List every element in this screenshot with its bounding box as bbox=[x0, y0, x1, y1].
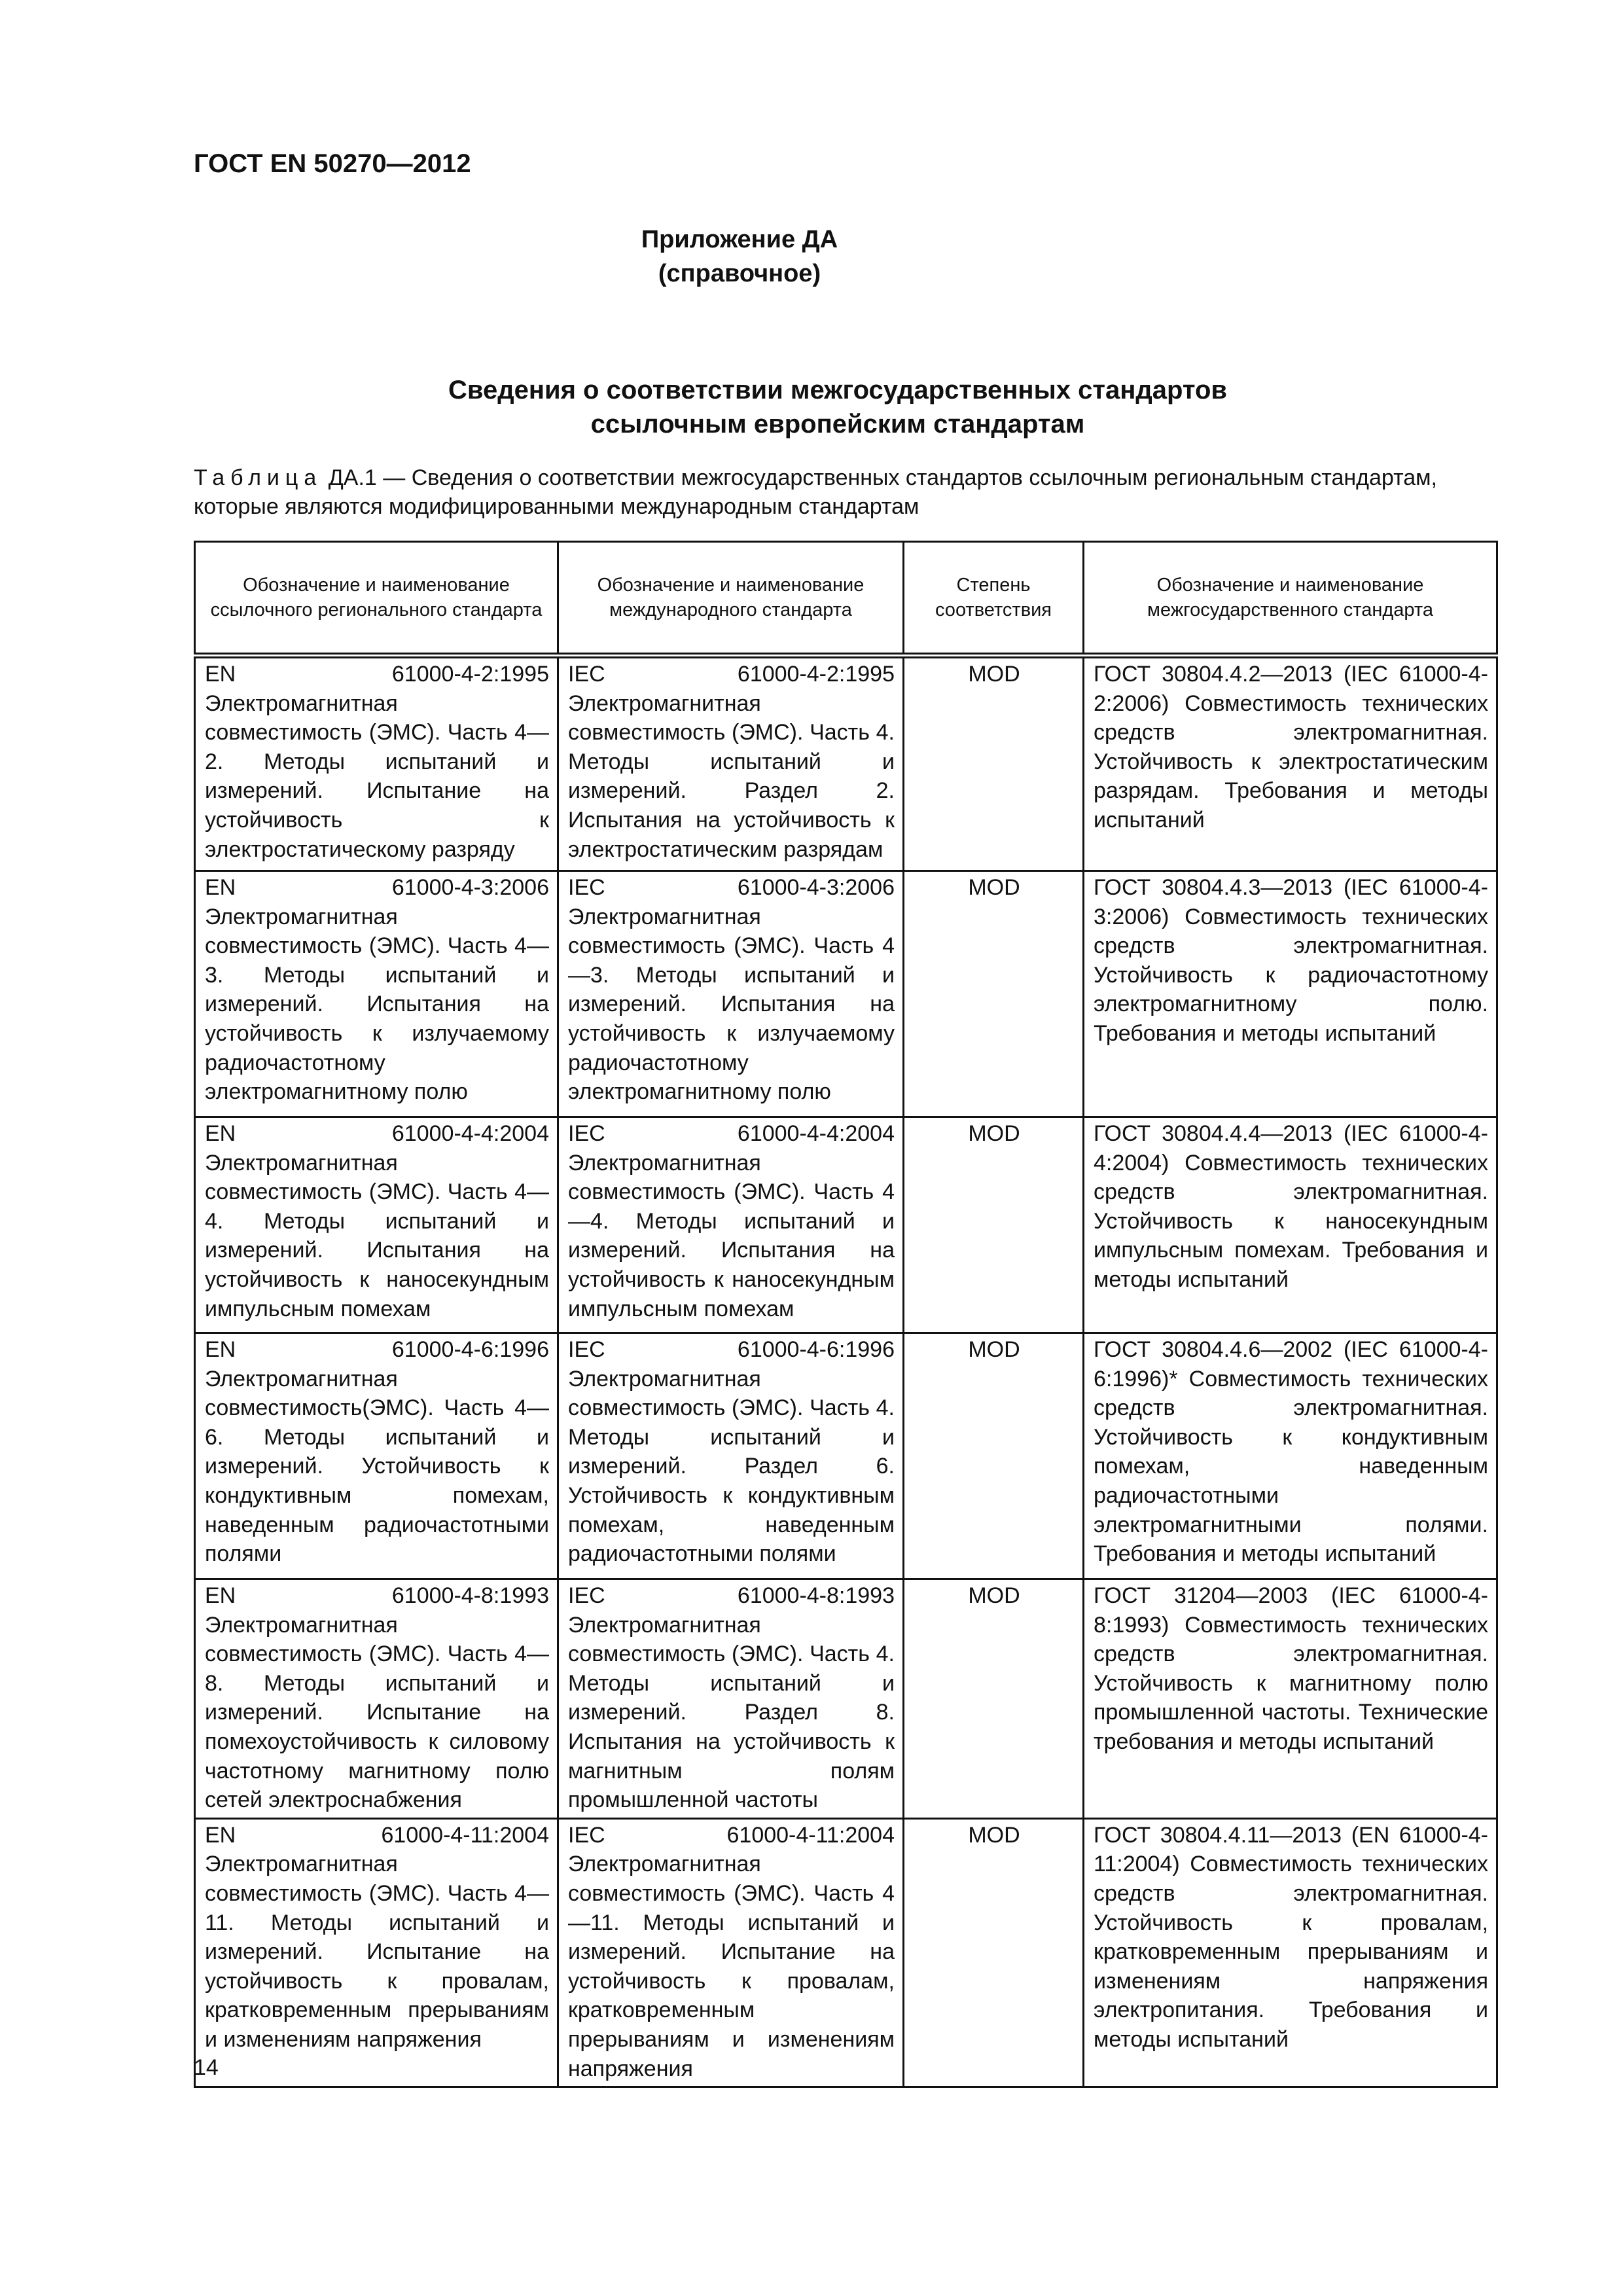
header-interstate-standard: Обозначение и наименование межгосударственного стандарта bbox=[1084, 542, 1497, 656]
table-caption-label: Таблица bbox=[194, 465, 323, 490]
cell-degree: MOD bbox=[904, 656, 1084, 871]
cell-interstate-standard: ГОСТ 30804.4.6—2002 (IEC 61000-4-6:1996)* Совместимость технических средств электромагнитная. Устойчивость к кондуктивным помехам, наведенным радиочастотными электромагнитными полями. Требования и методы испытаний bbox=[1084, 1333, 1497, 1579]
cell-regional-standard: EN 61000-4-4:2004 Электромагнитная совместимость (ЭМС). Часть 4—4. Методы испытаний и измерений. Испытания на устойчивость к наносекундным импульсным помехам bbox=[195, 1117, 558, 1333]
cell-interstate-standard: ГОСТ 30804.4.3—2013 (IEC 61000-4-3:2006) Совместимость технических средств электромагнитная. Устойчивость к радиочастотному электромагнитному полю. Требования и методы испытаний bbox=[1084, 871, 1497, 1117]
table-body bbox=[195, 656, 1497, 2087]
cell-international-standard: IEC 61000-4-2:1995 Электромагнитная совместимость (ЭМС). Часть 4. Методы испытаний и измерений. Раздел 2. Испытания на устойчивость к электростатическим разрядам bbox=[558, 656, 904, 871]
table-header-row bbox=[195, 542, 1497, 656]
cell-regional-standard: EN 61000-4-11:2004 Электромагнитная совместимость (ЭМС). Часть 4—11. Методы испытаний и измерений. Испытание на устойчивость к провалам, кратковременным прерываниям и изменениям напряжения bbox=[195, 1818, 558, 2087]
table-row bbox=[195, 656, 1497, 871]
cell-degree: MOD bbox=[904, 1117, 1084, 1333]
table-row bbox=[195, 1818, 1497, 2087]
table-caption bbox=[194, 463, 1496, 521]
cell-degree: MOD bbox=[904, 1333, 1084, 1579]
cell-regional-standard: EN 61000-4-8:1993 Электромагнитная совместимость (ЭМС). Часть 4—8. Методы испытаний и измерений. Испытание на помехоустойчивость к силовому частотному магнитному полю сетей электроснабжения bbox=[195, 1579, 558, 1819]
table-row bbox=[195, 871, 1497, 1117]
table-row bbox=[195, 1117, 1497, 1333]
appendix-heading bbox=[0, 223, 1623, 291]
section-title-line-1: Сведения о соответствии межгосударственных стандартов bbox=[448, 376, 1227, 404]
header-regional-standard: Обозначение и наименование ссылочного регионального стандарта bbox=[195, 542, 558, 656]
table-caption-text: ДА.1 — Сведения о соответствии межгосударственных стандартов ссылочным региональным стандартам, которые являются модифицированными международным стандартам bbox=[194, 465, 1437, 519]
section-title bbox=[0, 373, 1623, 441]
appendix-type: (справочное) bbox=[658, 260, 821, 287]
cell-international-standard: IEC 61000-4-4:2004 Электромагнитная совместимость (ЭМС). Часть 4—4. Методы испытаний и измерений. Испытания на устойчивость к наносекундным импульсным помехам bbox=[558, 1117, 904, 1333]
cell-interstate-standard: ГОСТ 31204—2003 (IEC 61000-4-8:1993) Совместимость технических средств электромагнитная. Устойчивость к магнитному полю промышленной частоты. Технические требования и методы испытаний bbox=[1084, 1579, 1497, 1819]
cell-degree: MOD bbox=[904, 1818, 1084, 2087]
cell-regional-standard: EN 61000-4-2:1995 Электромагнитная совместимость (ЭМС). Часть 4—2. Методы испытаний и измерений. Испытание на устойчивость к электростатическому разряду bbox=[195, 656, 558, 871]
cell-international-standard: IEC 61000-4-3:2006 Электромагнитная совместимость (ЭМС). Часть 4—3. Методы испытаний и измерений. Испытания на устойчивость к излучаемому радиочастотному электромагнитному полю bbox=[558, 871, 904, 1117]
document-code: ГОСТ EN 50270—2012 bbox=[194, 149, 471, 178]
header-degree-of-correspondence: Степень соответствия bbox=[904, 542, 1084, 656]
cell-interstate-standard: ГОСТ 30804.4.11—2013 (EN 61000-4-11:2004) Совместимость технических средств электромагнитная. Устойчивость к провалам, кратковременным прерываниям и изменениям напряжения электропитания. Требования и методы испытаний bbox=[1084, 1818, 1497, 2087]
section-title-line-2: ссылочным европейским стандартам bbox=[590, 410, 1085, 439]
cell-degree: MOD bbox=[904, 871, 1084, 1117]
cell-interstate-standard: ГОСТ 30804.4.4—2013 (IEC 61000-4-4:2004) Совместимость технических средств электромагнитная. Устойчивость к наносекундным импульсным помехам. Требования и методы испытаний bbox=[1084, 1117, 1497, 1333]
page-number: 14 bbox=[194, 2055, 219, 2080]
cell-international-standard: IEC 61000-4-11:2004 Электромагнитная совместимость (ЭМС). Часть 4—11. Методы испытаний и измерений. Испытание на устойчивость к провалам, кратковременным прерываниям и изменениям напряжения bbox=[558, 1818, 904, 2087]
cell-international-standard: IEC 61000-4-6:1996 Электромагнитная совместимость (ЭМС). Часть 4. Методы испытаний и измерений. Раздел 6. Устойчивость к кондуктивным помехам, наведенным радиочастотными полями bbox=[558, 1333, 904, 1579]
appendix-title: Приложение ДА bbox=[641, 226, 838, 253]
table-row bbox=[195, 1333, 1497, 1579]
cell-international-standard: IEC 61000-4-8:1993 Электромагнитная совместимость (ЭМС). Часть 4. Методы испытаний и измерений. Раздел 8. Испытания на устойчивость к магнитным полям промышленной частоты bbox=[558, 1579, 904, 1819]
table-row bbox=[195, 1579, 1497, 1819]
header-international-standard: Обозначение и наименование международного стандарта bbox=[558, 542, 904, 656]
cell-interstate-standard: ГОСТ 30804.4.2—2013 (IEC 61000-4-2:2006) Совместимость технических средств электромагнитная. Устойчивость к электростатическим разрядам. Требования и методы испытаний bbox=[1084, 656, 1497, 871]
standards-correspondence-table bbox=[194, 541, 1498, 2088]
cell-regional-standard: EN 61000-4-3:2006 Электромагнитная совместимость (ЭМС). Часть 4—3. Методы испытаний и измерений. Испытания на устойчивость к излучаемому радиочастотному электромагнитному полю bbox=[195, 871, 558, 1117]
cell-regional-standard: EN 61000-4-6:1996 Электромагнитная совместимость(ЭМС). Часть 4—6. Методы испытаний и измерений. Устойчивость к кондуктивным помехам, наведенным радиочастотными полями bbox=[195, 1333, 558, 1579]
cell-degree: MOD bbox=[904, 1579, 1084, 1819]
